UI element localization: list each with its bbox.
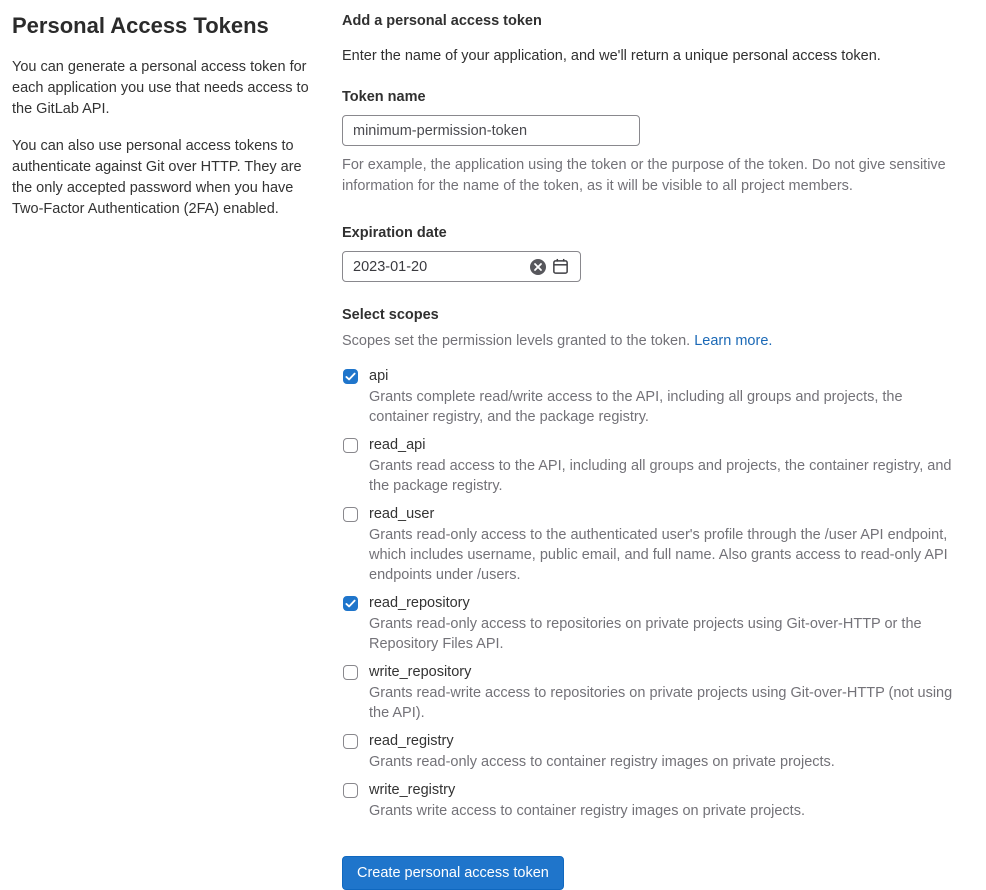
scopes-hint-text: Scopes set the permission levels granted to the token. <box>342 333 695 349</box>
sidebar-paragraph-2: You can also use personal access tokens to authenticate against Git over HTTP. They are the only accepted password when you have Two-Factor Authentication (2FA) enabled. <box>12 138 302 217</box>
expiration-date-label: Expiration date <box>342 225 447 241</box>
token-name-label: Token name <box>342 89 426 105</box>
scope-label[interactable]: read_repository <box>369 595 470 611</box>
checkbox-write-registry[interactable] <box>343 783 358 798</box>
scope-description: Grants read-write access to repositories on private projects using Git-over-HTTP (not using the API). <box>369 685 953 721</box>
scope-description: Grants read-only access to container registry images on private projects. <box>369 754 835 770</box>
scope-description: Grants complete read/write access to the API, including all groups and projects, the container registry, and the package registry. <box>369 389 903 425</box>
scope-description: Grants read access to the API, including all groups and projects, the container registry, and the package registry. <box>369 458 952 494</box>
expiration-date-input[interactable] <box>343 259 527 275</box>
page-title: Personal Access Tokens <box>12 13 269 38</box>
scope-label[interactable]: api <box>369 368 389 384</box>
info-sidebar <box>12 12 322 890</box>
scope-row-read-registry <box>342 731 964 772</box>
create-token-button[interactable]: Create personal access token <box>342 856 564 890</box>
scope-row-read-api <box>342 435 964 496</box>
checkbox-read-user[interactable] <box>343 507 358 522</box>
scope-description: Grants write access to container registry images on private projects. <box>369 803 805 819</box>
scope-label[interactable]: read_user <box>369 506 435 522</box>
scope-row-write-repository <box>342 662 964 723</box>
checkbox-api[interactable] <box>343 369 358 384</box>
calendar-icon[interactable] <box>549 256 571 278</box>
scopes-list <box>342 366 964 821</box>
checkbox-write-repository[interactable] <box>343 665 358 680</box>
scope-label[interactable]: read_api <box>369 437 426 453</box>
scope-description: Grants read-only access to repositories on private projects using Git-over-HTTP or the Repository Files API. <box>369 616 922 652</box>
expiration-date-field[interactable] <box>342 251 581 282</box>
scope-row-api <box>342 366 964 427</box>
form-title: Add a personal access token <box>342 13 542 29</box>
scope-description: Grants read-only access to the authenticated user's profile through the /user API endpoint, which includes username, public email, and full name. Also grants access to read-only API endpoints under /users. <box>369 527 948 583</box>
token-name-help: For example, the application using the token or the purpose of the token. Do not give sensitive information for the name of the token, as it will be visible to all project members. <box>342 157 946 194</box>
select-scopes-label: Select scopes <box>342 307 439 323</box>
scope-row-read-user <box>342 504 964 585</box>
scope-row-write-registry <box>342 780 964 821</box>
checkbox-read-repository[interactable] <box>343 596 358 611</box>
clear-icon[interactable] <box>527 256 549 278</box>
token-form <box>342 12 964 890</box>
scopes-hint <box>342 331 964 351</box>
sidebar-paragraph-1: You can generate a personal access token for each application you use that needs access to the GitLab API. <box>12 59 309 117</box>
checkbox-read-api[interactable] <box>343 438 358 453</box>
token-name-input[interactable] <box>342 115 640 146</box>
scope-label[interactable]: write_repository <box>369 664 472 680</box>
checkbox-read-registry[interactable] <box>343 734 358 749</box>
scope-label[interactable]: write_registry <box>369 782 456 798</box>
form-intro: Enter the name of your application, and we'll return a unique personal access token. <box>342 48 881 64</box>
learn-more-link[interactable]: Learn more. <box>694 333 773 349</box>
scope-row-read-repository <box>342 593 964 654</box>
scope-label[interactable]: read_registry <box>369 733 454 749</box>
